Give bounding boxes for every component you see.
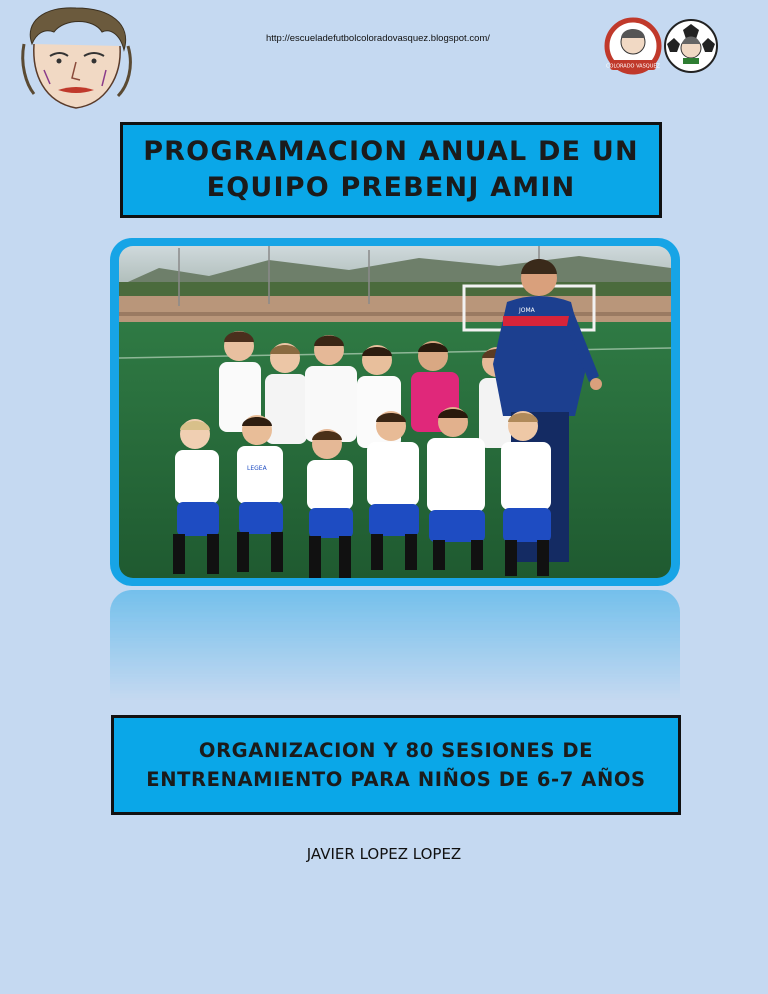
author-sketch-portrait — [14, 4, 138, 112]
title-line-1: PROGRAMACION ANUAL DE UN — [143, 136, 639, 167]
photo-reflection-fill — [110, 590, 680, 700]
blog-url[interactable]: http://escueladefutbolcoloradovasquez.blogspot.com/ — [266, 33, 490, 44]
subtitle-line-2: ENTRENAMIENTO PARA NIÑOS DE 6-7 AÑOS — [146, 768, 646, 791]
title-line-2: EQUIPO PREBENJ AMIN — [206, 172, 576, 203]
author-name: JAVIER LOPEZ LOPEZ — [306, 845, 462, 863]
subtitle-line-1: ORGANIZACION Y 80 SESIONES DE — [198, 739, 594, 762]
football-logo-badge — [662, 18, 720, 74]
photo-reflection — [110, 590, 680, 700]
club-logo-badge — [604, 16, 662, 76]
team-photo-frame — [110, 238, 680, 586]
coach-shirt-brand: JOMA — [519, 307, 535, 314]
document-subtitle — [114, 736, 678, 794]
subtitle-box — [111, 715, 681, 815]
title-box — [120, 122, 662, 218]
team-photo — [119, 246, 671, 578]
document-title — [123, 134, 659, 206]
player-shirt-brand: LEGEA — [247, 465, 267, 472]
logo-text: COLORADO VASQUEZ — [606, 63, 660, 70]
